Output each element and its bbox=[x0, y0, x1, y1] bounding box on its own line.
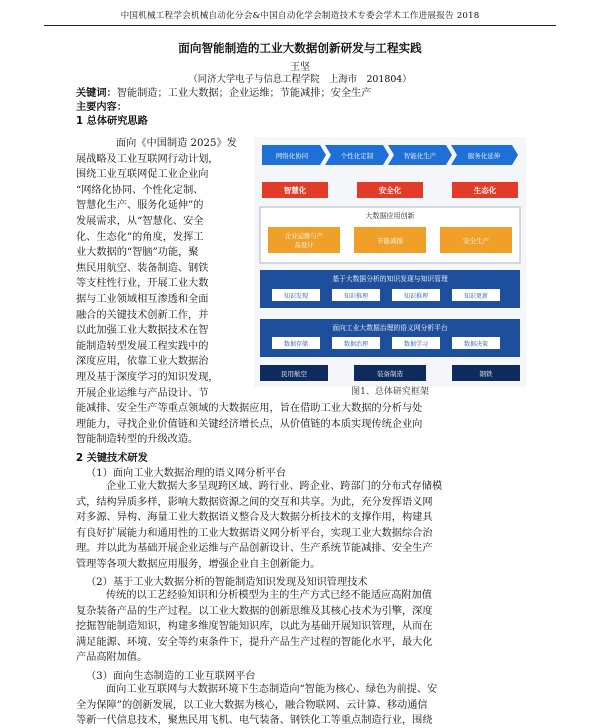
text-line: 企业工业大数据大多呈现跨区域、跨行业、跨企业、跨部门的分布式存储模 bbox=[106, 481, 443, 492]
app-box bbox=[268, 227, 340, 253]
running-header: 中国机械工程学会机械自动化分会&中国自动化学会制造技术专委会学术工作进展报告 2018 bbox=[120, 11, 480, 21]
text-line: 发展需求，从“智慧化、安全 bbox=[76, 215, 204, 227]
arrow-label: 服务化延伸 bbox=[467, 152, 501, 160]
keywords-text: 智能制造；工业大数据；企业运维；节能减排；安全生产 bbox=[116, 88, 372, 99]
text-line: 满足能源、环境、安全等约束条件下，提升产品生产过程的智能化水平，最大化 bbox=[76, 636, 433, 648]
text-line: 有良好扩展能力和通用性的工业大数据语义网分析平台，实现工业大数据综合治 bbox=[76, 527, 433, 539]
pillar-label: 安全化 bbox=[378, 186, 402, 195]
subsection-1-paragraph bbox=[76, 479, 528, 573]
knowledge-item: 知识推理 bbox=[403, 293, 429, 300]
text-line: 智慧化生产、服务化延伸”的 bbox=[76, 200, 204, 212]
subsection-3-heading: （3）面向生态制造的工业互联网平台 bbox=[86, 671, 256, 682]
text-line: 深度应用，依靠工业大数据治 bbox=[76, 356, 209, 368]
section-1-heading: 1 总体研究思路 bbox=[76, 116, 148, 127]
section-1-paragraph-column bbox=[76, 136, 266, 401]
text-line: 理。并以此为基础开展企业运维与产品创新设计、生产系统节能减排、安全生产 bbox=[76, 543, 433, 555]
keywords bbox=[76, 84, 371, 99]
subsection-3-paragraph bbox=[76, 682, 528, 728]
text-line: 传统的以工艺经验知识和分析模型为主的生产方式已经不能适应高附加值 bbox=[106, 590, 432, 601]
section-2-heading: 2 关键技术研发 bbox=[76, 453, 148, 464]
app-panel-title: 大数据应用创新 bbox=[365, 212, 415, 220]
governance-item: 数据存储 bbox=[283, 341, 309, 348]
arrow-label: 网络化协同 bbox=[275, 152, 309, 160]
pillar-row bbox=[262, 182, 518, 198]
knowledge-item: 知识更新 bbox=[463, 293, 489, 300]
industry-label: 装备制造 bbox=[377, 370, 403, 378]
research-framework-figure bbox=[254, 137, 526, 387]
text-line: 理及基于深度学习的知识发现， bbox=[76, 371, 219, 383]
knowledge-item: 知识发现 bbox=[283, 293, 309, 300]
text-line: 焦民用航空、装备制造、钢铁 bbox=[76, 262, 209, 274]
knowledge-item: 知识推理 bbox=[343, 293, 369, 300]
text-line: 化、生态化”的角度，发挥工 bbox=[76, 231, 204, 243]
text-line: 开展企业运维与产品设计、节 bbox=[76, 387, 209, 399]
text-line: 能减排、安全生产等重点领域的大数据应用，旨在借助工业大数据的分析与处 bbox=[76, 403, 423, 414]
text-line: 能制造转型发展工程实践中的 bbox=[76, 340, 209, 352]
text-line: 理能力，寻找企业价值链和关键经济增长点，从价值链的本质实现传统企业向 bbox=[76, 418, 423, 430]
text-line: 对多源、异构、海量工业大数据语义整合及大数据分析技术的支撑作用，构建具 bbox=[76, 512, 433, 524]
pillar-label: 生态化 bbox=[473, 186, 497, 195]
text-line: 全为保障”的创新发展，以工业大数据为核心，融合物联网、云计算、移动通信 bbox=[76, 699, 428, 711]
industry-label: 钢铁 bbox=[479, 370, 493, 378]
framework-diagram bbox=[254, 137, 526, 387]
subsection-1-heading: （1）面向工业大数据治理的语义网分析平台 bbox=[86, 468, 287, 479]
text-line: 智能制造转型的升级改造。 bbox=[76, 434, 199, 446]
governance-panel-title: 面向工业大数据治理的语义网分析平台 bbox=[332, 324, 448, 332]
text-line: 以此加强工业大数据技术在智 bbox=[76, 325, 209, 337]
subsection-2-heading: （2）基于工业大数据分析的智能制造知识发现及知识管理技术 bbox=[86, 577, 368, 588]
knowledge-panel-title: 基于大数据分析的知识发现与知识管理 bbox=[332, 275, 448, 283]
text-line: 管理等各项大数据应用服务，增强企业自主创新能力。 bbox=[76, 558, 321, 570]
text-line: 展战略及工业互联网行动计划， bbox=[76, 153, 219, 165]
governance-item: 数据决策 bbox=[463, 341, 489, 348]
text-line: 式，结构异质多样，影响大数据资源之间的交互和共享。为此，充分发挥语义网 bbox=[76, 496, 433, 508]
text-line: 面向工业互联网与大数据环境下生态制造向“智能为核心、绿色为前提、安 bbox=[106, 684, 438, 695]
app-label: 节能减排 bbox=[377, 237, 403, 245]
industry-label: 民用航空 bbox=[281, 370, 307, 378]
app-label: 企业运维与产 bbox=[285, 233, 323, 240]
section-1-paragraph-continued bbox=[76, 401, 528, 448]
text-line: 业大数据的“智脑”功能，聚 bbox=[76, 247, 199, 259]
pillar-label: 智慧化 bbox=[283, 186, 307, 195]
governance-item: 数据学习 bbox=[403, 341, 429, 348]
arrow-label: 个性化定制 bbox=[340, 152, 374, 160]
paper-title: 面向智能制造的工业大数据创新研发与工程实践 bbox=[178, 41, 422, 55]
text-line: “网络化协同、个性化定制、 bbox=[76, 184, 204, 196]
figure-caption: 图1、总体研究框架 bbox=[351, 387, 429, 397]
keywords-label: 关键词： bbox=[76, 88, 117, 99]
main-content-label: 主要内容： bbox=[76, 102, 127, 113]
text-line: 产品高附加值。 bbox=[76, 652, 148, 664]
text-line: 据与工业领域相互渗透和全面 bbox=[76, 293, 209, 305]
text-line: 等新一代信息技术，聚焦民用飞机、电气装备、钢铁化工等重点制造行业，围绕 bbox=[76, 715, 433, 727]
text-line: 复杂装备产品的生产过程。以工业大数据的创新思维及其核心技术为引擎，深度 bbox=[76, 605, 433, 617]
author: 王坚 bbox=[290, 62, 310, 73]
text-line: 面向《中国制造 2025》发 bbox=[116, 138, 237, 149]
text-line: 融合的关键技术创新工作，并 bbox=[76, 309, 209, 321]
header-rule bbox=[44, 25, 556, 26]
subsection-2-paragraph bbox=[76, 588, 528, 666]
app-label: 品设计 bbox=[294, 242, 314, 249]
text-line: 挖掘智能制造知识，构建多维度智能知识库，以此为基础开展知识管理，从而在 bbox=[76, 621, 433, 633]
affiliation: （同济大学电子与信息工程学院 上海市 201804） bbox=[188, 74, 412, 85]
arrow-label: 智能化生产 bbox=[403, 152, 437, 160]
text-line: 围绕工业互联网促工业企业向 bbox=[76, 169, 209, 181]
governance-item: 数据治理 bbox=[343, 341, 369, 348]
app-label: 安全生产 bbox=[463, 237, 489, 245]
text-line: 等支柱性行业，开展工业大数 bbox=[76, 278, 209, 290]
